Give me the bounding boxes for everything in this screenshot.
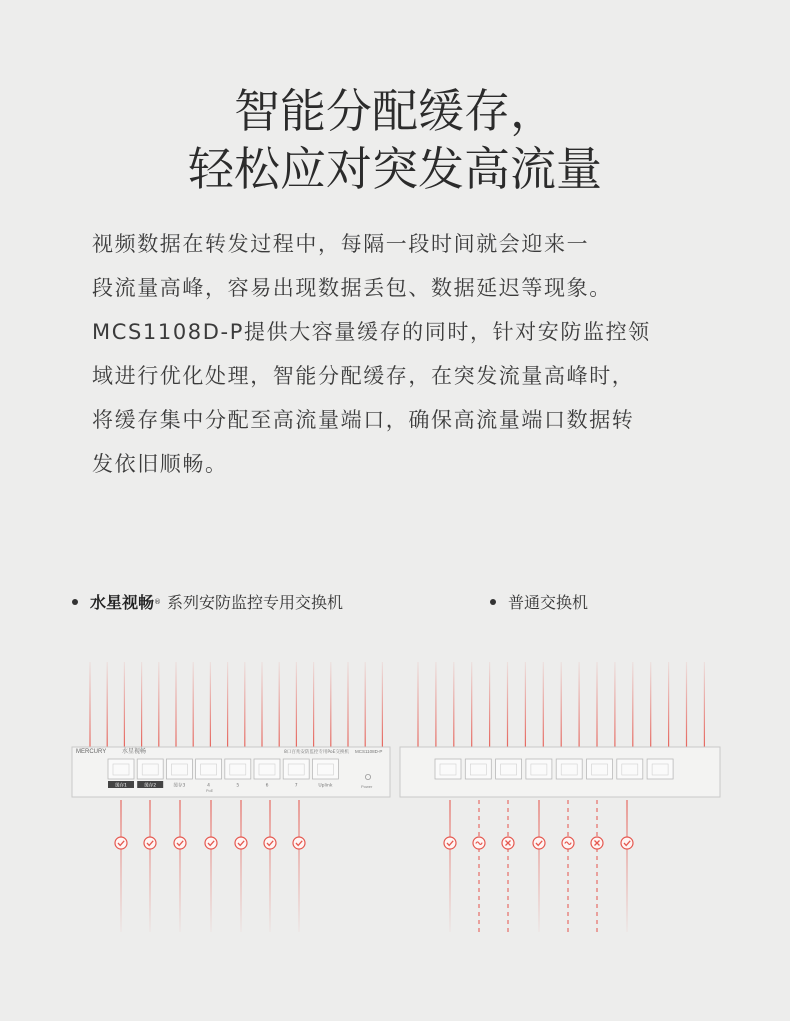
bullet-icon [490, 599, 496, 605]
legend-right [490, 590, 588, 613]
incoming-line [525, 662, 526, 747]
headline-line-2: 轻松应对突发高流量 [188, 142, 602, 196]
incoming-line [89, 662, 90, 747]
incoming-line [107, 662, 108, 747]
incoming-line [596, 662, 597, 747]
outgoing-line [449, 800, 450, 932]
switch-left-model: MCS1108D-P [355, 749, 383, 754]
incoming-traffic-left [89, 662, 383, 747]
brand-name: 水星视畅 [90, 593, 155, 612]
incoming-line [686, 662, 687, 747]
description [92, 222, 704, 486]
legend-right-label: 普通交换机 [508, 593, 589, 612]
outgoing-line [240, 800, 241, 932]
incoming-line [227, 662, 228, 747]
incoming-line [210, 662, 211, 747]
outgoing-line [120, 800, 121, 932]
incoming-line [330, 662, 331, 747]
ethernet-port [647, 759, 673, 779]
outgoing-line [626, 800, 627, 932]
incoming-line [489, 662, 490, 747]
incoming-line [382, 662, 383, 747]
legend-left [72, 590, 343, 613]
status-circle [144, 837, 156, 849]
description-line: 发依旧顺畅。 [92, 452, 228, 476]
ethernet-port [526, 759, 552, 779]
port-label: 4 [207, 783, 211, 789]
incoming-line [417, 662, 418, 747]
ethernet-port [465, 759, 491, 779]
power-label: Power [361, 784, 373, 789]
outgoing-line [179, 800, 180, 932]
incoming-line [244, 662, 245, 747]
incoming-line [347, 662, 348, 747]
outgoing-line [149, 800, 150, 932]
status-circle [293, 837, 305, 849]
outgoing-traffic-right [444, 800, 633, 932]
incoming-line [261, 662, 262, 747]
port-label: 缓存1 [115, 783, 127, 789]
legend-left-label: 系列安防监控专用交换机 [167, 593, 344, 612]
ethernet-port [254, 759, 280, 779]
status-circle [264, 837, 276, 849]
status-circle [533, 837, 545, 849]
switch-right [400, 747, 720, 797]
port-label: 缓存2 [144, 783, 157, 789]
ethernet-port [166, 759, 192, 779]
description-line: 将缓存集中分配至高流量端口，确保高流量端口数据转 [92, 408, 635, 432]
status-circle [174, 837, 186, 849]
switch-left-brand: 水星视畅 [122, 748, 147, 755]
status-circle [621, 837, 633, 849]
incoming-line [704, 662, 705, 747]
port-label: 5 [236, 783, 240, 789]
incoming-line [158, 662, 159, 747]
incoming-line [141, 662, 142, 747]
port-label: 缓存3 [173, 783, 186, 789]
description-line: 段流量高峰，容易出现数据丢包、数据延迟等现象。 [92, 276, 612, 300]
incoming-line [668, 662, 669, 747]
ethernet-port [556, 759, 582, 779]
incoming-line [279, 662, 280, 747]
status-circle [205, 837, 217, 849]
incoming-line [124, 662, 125, 747]
port-label: 6 [265, 783, 269, 789]
bullet-icon [72, 599, 78, 605]
ethernet-port [225, 759, 251, 779]
switch-left [72, 747, 390, 797]
incoming-line [193, 662, 194, 747]
incoming-line [453, 662, 454, 747]
description-line: 域进行优化处理，智能分配缓存，在突发流量高峰时， [92, 364, 635, 388]
incoming-line [365, 662, 366, 747]
switch-left-desc: 8口百兆安防监控专用PoE交换机 [284, 750, 350, 755]
description-line: 视频数据在转发过程中，每隔一段时间就会迎来一 [92, 232, 590, 256]
description-line: MCS1108D-P提供大容量缓存的同时，针对安防监控领 [92, 320, 651, 344]
incoming-traffic-right [417, 662, 705, 747]
ethernet-port [196, 759, 222, 779]
outgoing-traffic-left [115, 800, 305, 932]
ethernet-port [617, 759, 643, 779]
ethernet-port [137, 759, 163, 779]
switch-left-logo: MERCURY [76, 749, 107, 755]
outgoing-line [269, 800, 270, 932]
outgoing-line [538, 800, 539, 932]
ethernet-port [587, 759, 613, 779]
incoming-line [296, 662, 297, 747]
incoming-line [561, 662, 562, 747]
poe-label: PoE [206, 789, 214, 793]
incoming-line [650, 662, 651, 747]
incoming-line [175, 662, 176, 747]
port-label: Uplink [318, 783, 333, 789]
port-label: 7 [294, 783, 298, 789]
ethernet-port [496, 759, 522, 779]
status-circle [235, 837, 247, 849]
outgoing-line [210, 800, 211, 932]
incoming-line [579, 662, 580, 747]
ethernet-port [312, 759, 338, 779]
incoming-line [471, 662, 472, 747]
incoming-line [507, 662, 508, 747]
incoming-line [313, 662, 314, 747]
ethernet-port [435, 759, 461, 779]
traffic-diagram [0, 640, 790, 940]
incoming-line [543, 662, 544, 747]
registered-mark: ® [154, 597, 162, 606]
incoming-line [435, 662, 436, 747]
outgoing-line [298, 800, 299, 932]
ethernet-port [283, 759, 309, 779]
incoming-line [614, 662, 615, 747]
status-circle [115, 837, 127, 849]
status-circle [444, 837, 456, 849]
incoming-line [632, 662, 633, 747]
ethernet-port [108, 759, 134, 779]
headline-line-1: 智能分配缓存， [234, 84, 556, 138]
